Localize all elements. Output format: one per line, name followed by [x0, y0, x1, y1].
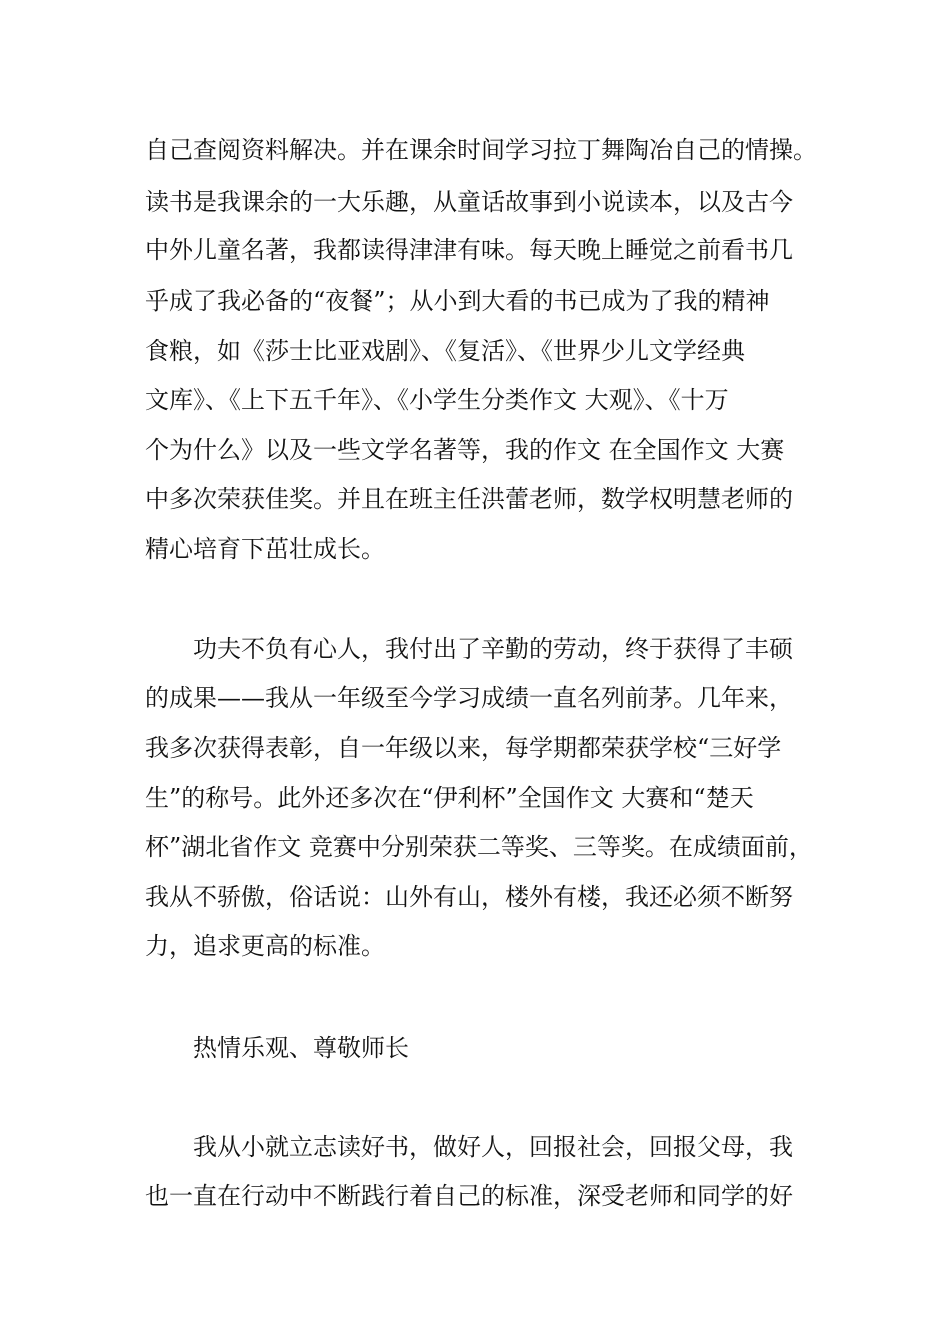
text-line: 也一直在行动中不断践行着自己的标准，深受老师和同学的好 — [145, 1182, 793, 1210]
text-line: 中多次荣获佳奖。并且在班主任洪蕾老师，数学权明慧老师的 — [145, 485, 793, 513]
section-heading: 热情乐观、尊敬师长 — [193, 1034, 409, 1062]
text-line: 个为什么》以及一些文学名著等，我的作文 在全国作文 大赛 — [145, 436, 785, 464]
text-line: 力，追求更高的标准。 — [145, 932, 385, 960]
text-line: 文库》、《上下五千年》、《小学生分类作文 大观》、《十万 — [145, 386, 729, 414]
text-line: 的成果——我从一年级至今学习成绩一直名列前茅。几年来， — [145, 684, 793, 712]
text-line: 功夫不负有心人，我付出了辛勤的劳动，终于获得了丰硕 — [193, 635, 793, 663]
text-line: 自己查阅资料解决。并在课余时间学习拉丁舞陶冶自己的情操。 — [145, 136, 817, 164]
text-line: 我多次获得表彰，自一年级以来，每学期都荣获学校“三好学 — [145, 734, 782, 762]
text-line: 中外儿童名著，我都读得津津有味。每天晚上睡觉之前看书几 — [145, 236, 793, 264]
text-line: 读书是我课余的一大乐趣，从童话故事到小说读本，以及古今 — [145, 188, 793, 216]
text-line: 我从不骄傲，俗话说：山外有山，楼外有楼，我还必须不断努 — [145, 883, 793, 911]
text-line: 乎成了我必备的“夜餐”；从小到大看的书已成为了我的精神 — [145, 287, 770, 315]
text-line: 食粮，如《莎士比亚戏剧》、《复活》、《世界少儿文学经典 — [145, 337, 745, 365]
text-line: 生”的称号。此外还多次在“伊利杯”全国作文 大赛和“楚天 — [145, 784, 754, 812]
text-line: 我从小就立志读好书，做好人，回报社会，回报父母，我 — [193, 1133, 793, 1161]
text-line: 精心培育下茁壮成长。 — [145, 535, 385, 563]
text-line: 杯”湖北省作文 竞赛中分别荣获二等奖、三等奖。在成绩面前， — [145, 833, 813, 861]
